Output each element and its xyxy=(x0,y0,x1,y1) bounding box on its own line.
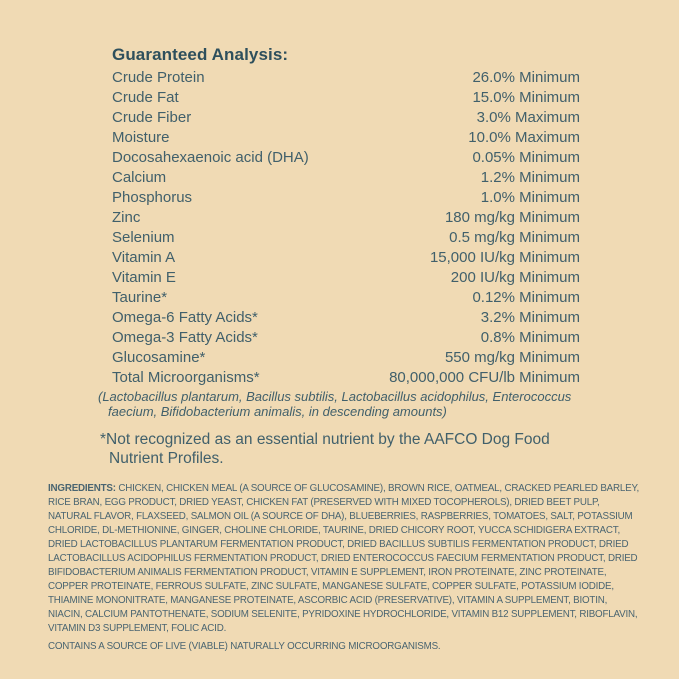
nutrient-row xyxy=(112,268,580,288)
nutrient-value: 3.0% Maximum xyxy=(476,109,580,126)
nutrient-row xyxy=(112,148,580,168)
aafco-footnote: *Not recognized as an essential nutrient by the AAFCO Dog Food Nutrient Profiles. xyxy=(100,431,550,467)
nutrient-value: 1.2% Minimum xyxy=(480,169,580,186)
ingredients-section xyxy=(48,482,644,654)
nutrient-name: Omega-3 Fatty Acids* xyxy=(112,329,258,346)
nutrient-name: Selenium xyxy=(112,229,175,246)
nutrient-row xyxy=(112,208,580,228)
nutrient-name: Vitamin A xyxy=(112,249,176,266)
nutrient-name: Crude Protein xyxy=(112,69,205,86)
nutrient-name: Moisture xyxy=(112,129,170,146)
ingredients-paragraph xyxy=(48,482,644,636)
nutrient-name: Vitamin E xyxy=(112,269,176,286)
nutrient-name: Crude Fat xyxy=(112,89,179,106)
nutrient-name: Calcium xyxy=(112,169,167,186)
nutrient-name: Total Microorganisms* xyxy=(112,369,260,386)
nutrient-value: 80,000,000 CFU/lb Minimum xyxy=(389,369,580,386)
nutrient-row xyxy=(112,188,580,208)
ingredients-text: CHICKEN, CHICKEN MEAL (A SOURCE OF GLUCOSAMINE), BROWN RICE, OATMEAL, CRACKED PEARLED BARLEY, RICE BRAN, EGG PRODUCT, DRIED YEAST, CHICKEN FAT (PRESERVED WITH MIXED TOCOPHEROLS), DRIED BEET PULP, NATURAL FLAVOR, FLAXSEED, SALMON OIL (A SOURCE OF DHA), BLUEBERRIES, RASPBERRIES, TOMATOES, SALT, POTASSIUM CHLORIDE, DL-METHIONINE, GINGER, CHOLINE CHLORIDE, TAURINE, DRIED CHICORY ROOT, YUCCA SCHIDIGERA EXTRACT, DRIED LACTOBACILLUS PLANTARUM FERMENTATION PRODUCT, DRIED BACILLUS SUBTILIS FERMENTATION PRODUCT, DRIED LACTOBACILLUS ACIDOPHILUS FERMENTATION PRODUCT, DRIED ENTEROCOCCUS FAECIUM FERMENTATION PRODUCT, DRIED BIFIDOBACTERIUM ANIMALIS FERMENTATION PRODUCT, VITAMIN E SUPPLEMENT, IRON PROTEINATE, ZINC PROTEINATE, COPPER PROTEINATE, FERROUS SULFATE, ZINC SULFATE, MANGANESE SULFATE, COPPER SULFATE, POTASSIUM IODIDE, THIAMINE MONONITRATE, MANGANESE PROTEINATE, ASCORBIC ACID (PRESERVATIVE), VITAMIN A SUPPLEMENT, BIOTIN, NIACIN, CALCIUM PANTOTHENATE, SODIUM SELENITE, PYRIDOXINE HYDROCHLORIDE, VITAMIN B12 SUPPLEMENT, RIBOFLAVIN, VITAMIN D3 SUPPLEMENT, FOLIC ACID. xyxy=(48,483,640,634)
nutrient-row xyxy=(112,248,580,268)
nutrient-value: 0.8% Minimum xyxy=(480,329,580,346)
nutrient-row xyxy=(112,68,580,88)
nutrient-row xyxy=(112,168,580,188)
nutrient-value: 15,000 IU/kg Minimum xyxy=(429,249,580,266)
nutrient-value: 26.0% Minimum xyxy=(472,69,580,86)
nutrient-name: Zinc xyxy=(112,209,141,226)
nutrient-value: 180 mg/kg Minimum xyxy=(444,209,580,226)
nutrient-name: Glucosamine* xyxy=(112,349,206,366)
nutrient-value: 0.05% Minimum xyxy=(472,149,580,166)
microorganisms-species-note: (Lactobacillus plantarum, Bacillus subtilis, Lactobacillus acidophilus, Enterococcus faecium, Bifidobacterium animalis, in descending amounts) xyxy=(98,389,572,419)
nutrient-name: Crude Fiber xyxy=(112,109,192,126)
nutrient-name: Taurine* xyxy=(112,289,168,306)
guaranteed-analysis-section xyxy=(98,44,580,468)
nutrient-value: 1.0% Minimum xyxy=(480,189,580,206)
nutrient-row xyxy=(112,88,580,108)
nutrient-name: Docosahexaenoic acid (DHA) xyxy=(112,149,309,166)
guaranteed-analysis-title: Guaranteed Analysis: xyxy=(112,45,289,64)
nutrient-row xyxy=(112,228,580,248)
nutrient-row xyxy=(112,108,580,128)
nutrient-value: 550 mg/kg Minimum xyxy=(444,349,580,366)
nutrient-row xyxy=(112,348,580,368)
contains-statement: CONTAINS A SOURCE OF LIVE (VIABLE) NATURALLY OCCURRING MICROORGANISMS. xyxy=(48,641,441,652)
nutrient-row xyxy=(112,128,580,148)
nutrient-value: 200 IU/kg Minimum xyxy=(450,269,580,286)
guaranteed-analysis-table xyxy=(112,68,580,388)
nutrient-row xyxy=(112,328,580,348)
nutrient-name: Omega-6 Fatty Acids* xyxy=(112,309,258,326)
ingredients-label: INGREDIENTS: xyxy=(48,483,116,494)
nutrient-row xyxy=(112,368,580,388)
nutrient-row xyxy=(112,308,580,328)
nutrient-value: 0.12% Minimum xyxy=(472,289,580,306)
nutrient-row xyxy=(112,288,580,308)
nutrient-name: Phosphorus xyxy=(112,189,193,206)
nutrient-value: 10.0% Maximum xyxy=(468,129,580,146)
nutrient-value: 3.2% Minimum xyxy=(480,309,580,326)
nutrient-value: 15.0% Minimum xyxy=(472,89,580,106)
nutrient-value: 0.5 mg/kg Minimum xyxy=(449,229,580,246)
